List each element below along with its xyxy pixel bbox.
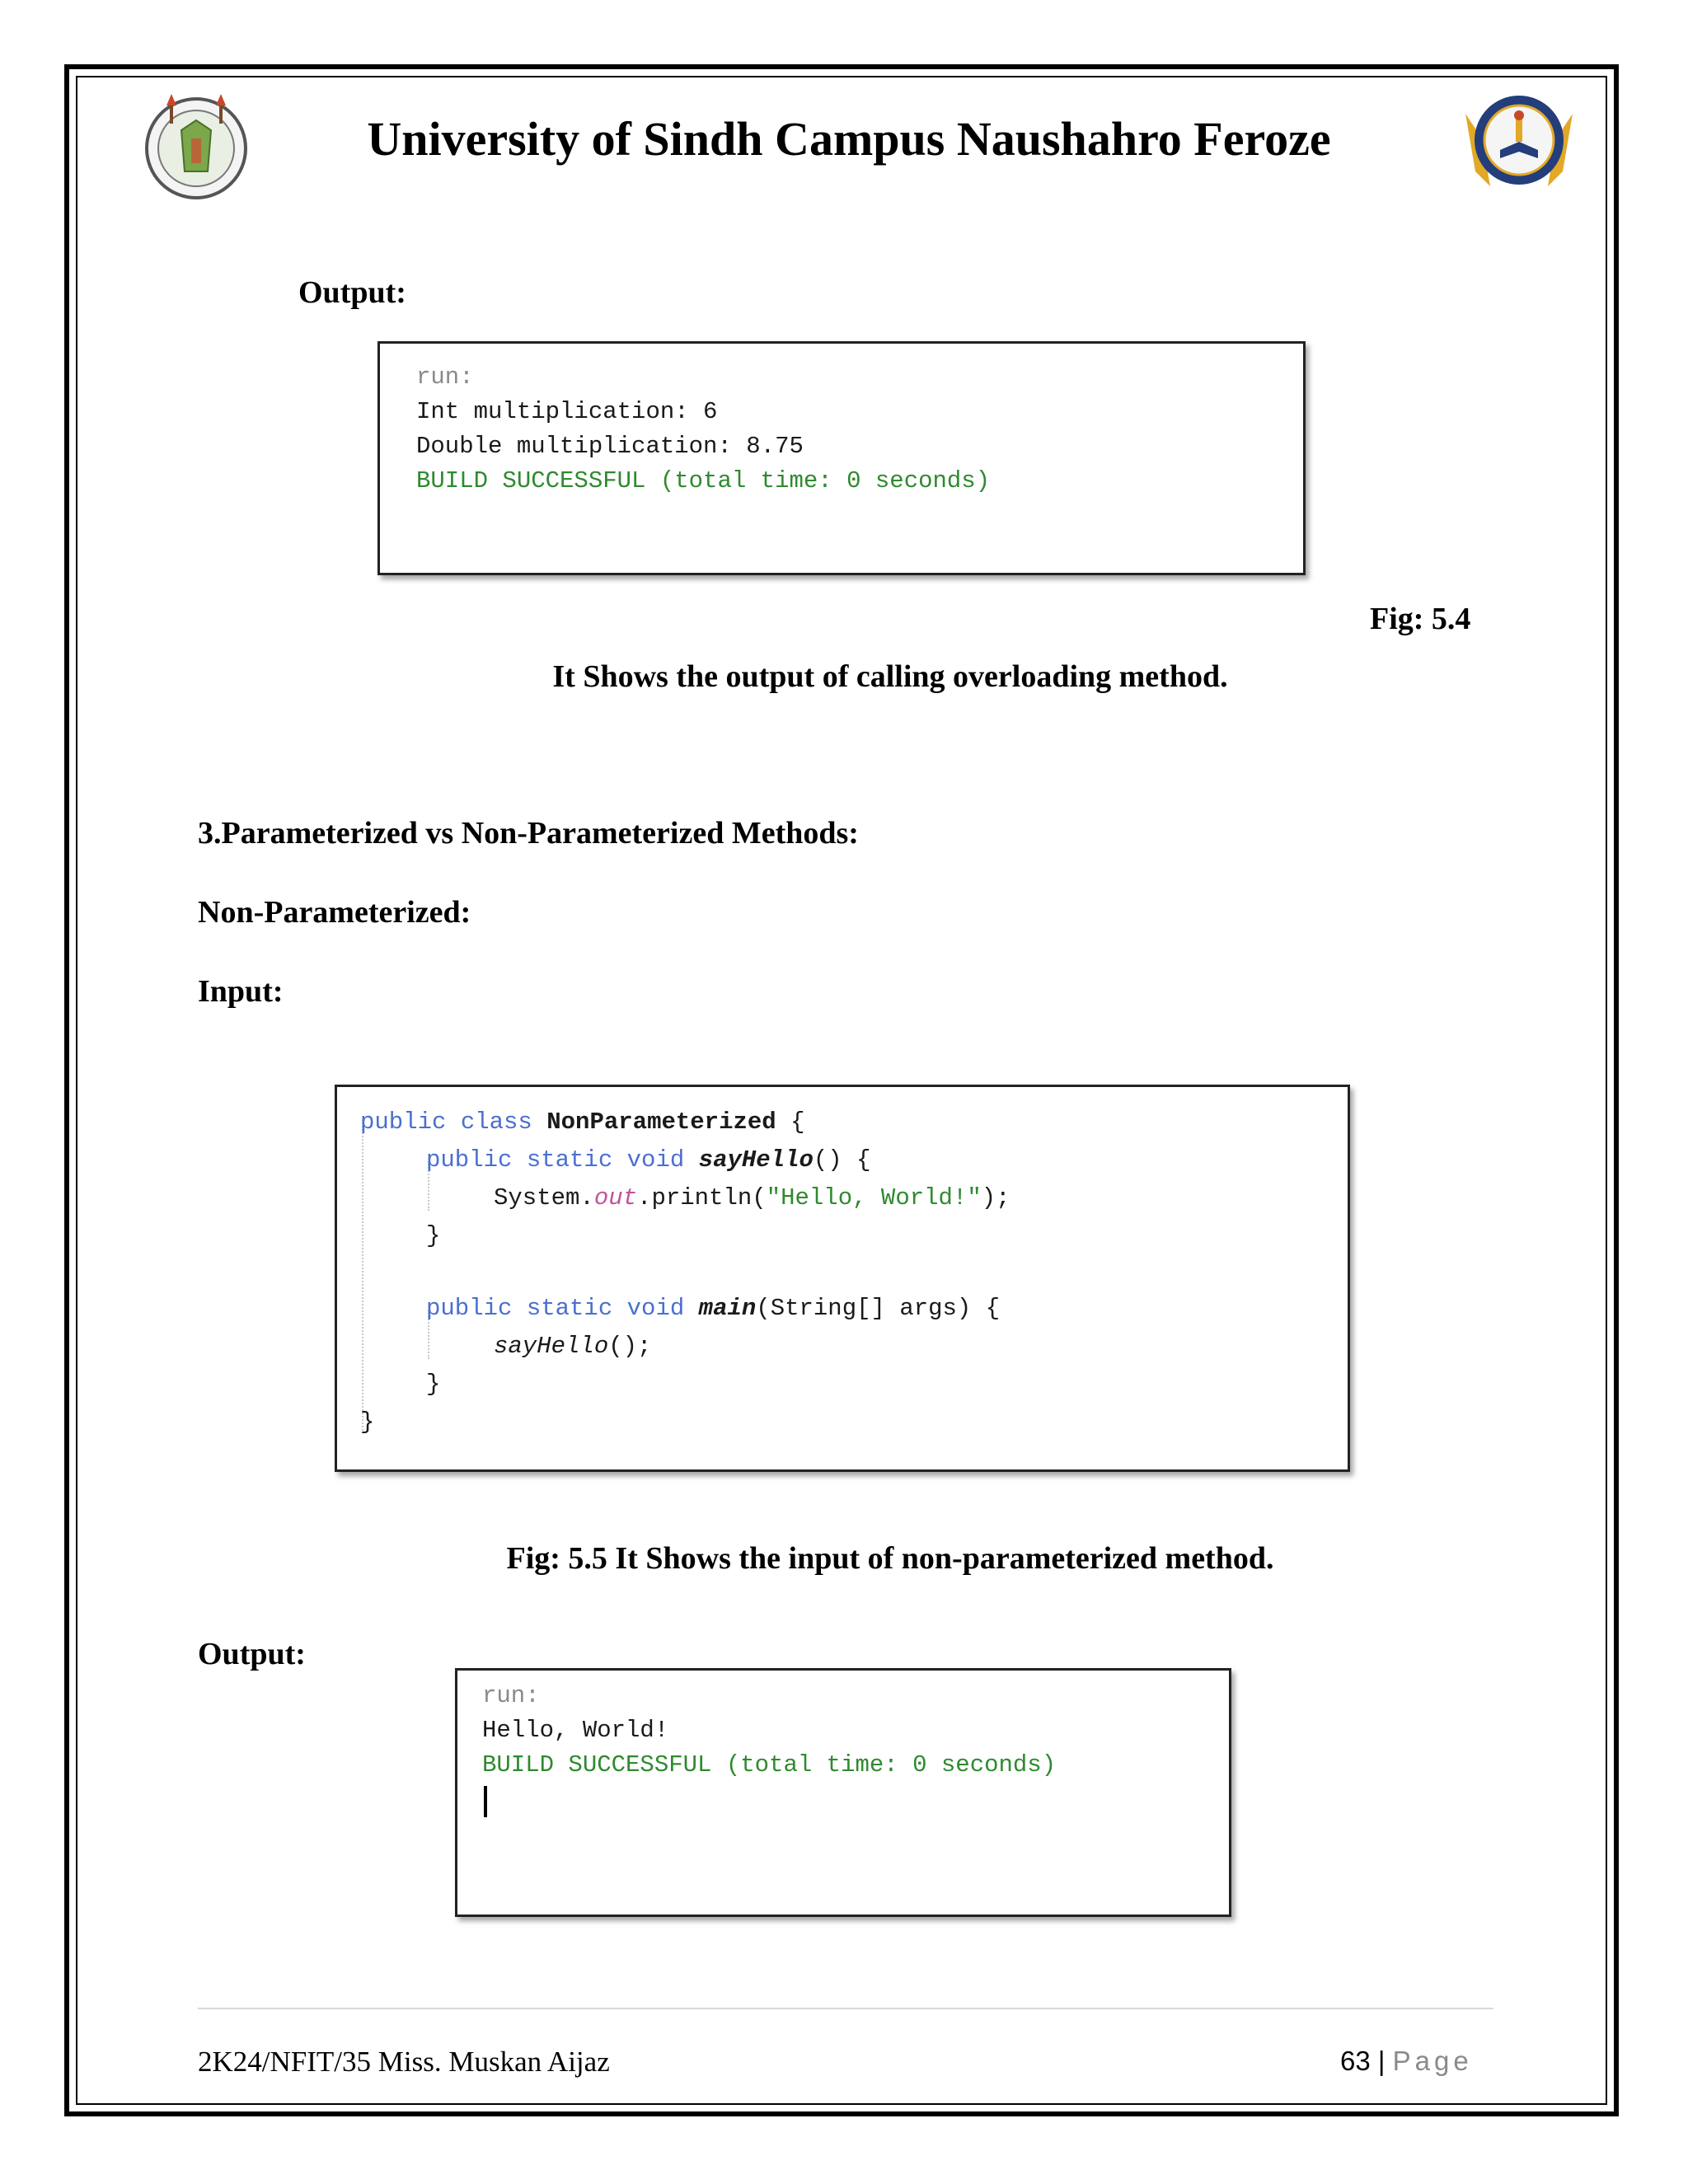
console-output-line: Hello, World! (482, 1717, 669, 1744)
code-text: ); (981, 1184, 1010, 1212)
console-output-box-2 (455, 1668, 1231, 1917)
code-line (426, 1296, 1000, 1320)
code-input-box (335, 1085, 1350, 1472)
console-output-line: Int multiplication: 6 (416, 398, 718, 425)
code-string: "Hello, World!" (766, 1184, 982, 1212)
section-heading: 3.Parameterized vs Non-Parameterized Methods: (198, 816, 859, 851)
code-text: (String[] args) { (756, 1295, 1001, 1322)
figure-label: Fig: 5.4 (1370, 602, 1471, 636)
code-method-name: main (698, 1295, 757, 1322)
code-field: out (593, 1184, 638, 1212)
text-cursor (484, 1786, 487, 1817)
code-line: } (426, 1371, 441, 1398)
output-label-2: Output: (198, 1637, 306, 1671)
code-brace: { (790, 1108, 805, 1136)
code-method-name: sayHello (698, 1146, 814, 1174)
code-text: System. (494, 1184, 594, 1212)
input-label: Input: (198, 974, 284, 1009)
figure-caption-2: Fig: 5.5 It Shows the input of non-parameterized method. (506, 1541, 1274, 1576)
code-method-call: sayHello (494, 1333, 609, 1360)
code-text: (); (608, 1333, 652, 1360)
page-label: Page (1392, 2046, 1473, 2076)
code-text: .println( (637, 1184, 767, 1212)
code-line (494, 1334, 651, 1358)
code-class-name: NonParameterized (546, 1108, 776, 1136)
console-build-line: BUILD SUCCESSFUL (total time: 0 seconds) (416, 467, 991, 494)
console-run-line: run: (482, 1682, 540, 1709)
code-line (494, 1186, 1010, 1210)
page-separator: | (1377, 2046, 1386, 2076)
console-output-box-1 (377, 341, 1306, 575)
figure-caption-1: It Shows the output of calling overloading method. (552, 659, 1228, 694)
campus-naushahro-feroze-crest-icon (1457, 89, 1581, 196)
code-keyword: public static void (426, 1295, 685, 1322)
footer-divider (198, 2008, 1493, 2009)
indent-guide (362, 1120, 363, 1433)
code-line (426, 1148, 871, 1172)
code-line (360, 1110, 805, 1134)
console-run-line: run: (416, 363, 474, 391)
code-text: () { (813, 1146, 871, 1174)
footer-author: 2K24/NFIT/35 Miss. Muskan Aijaz (198, 2046, 610, 2078)
university-of-sindh-seal-icon (138, 89, 254, 204)
console-build-line: BUILD SUCCESSFUL (total time: 0 seconds) (482, 1751, 1057, 1779)
console-output-line: Double multiplication: 8.75 (416, 433, 804, 460)
section-subheading: Non-Parameterized: (198, 895, 471, 930)
page-title: University of Sindh Campus Naushahro Feroze (367, 112, 1331, 166)
page-number: 63 (1340, 2046, 1371, 2076)
code-keyword: public class (360, 1108, 532, 1136)
output-label-1: Output: (298, 275, 406, 310)
code-keyword: public static void (426, 1146, 685, 1174)
code-line: } (360, 1408, 375, 1436)
footer-page-number (1340, 2047, 1473, 2074)
code-line: } (426, 1222, 441, 1249)
